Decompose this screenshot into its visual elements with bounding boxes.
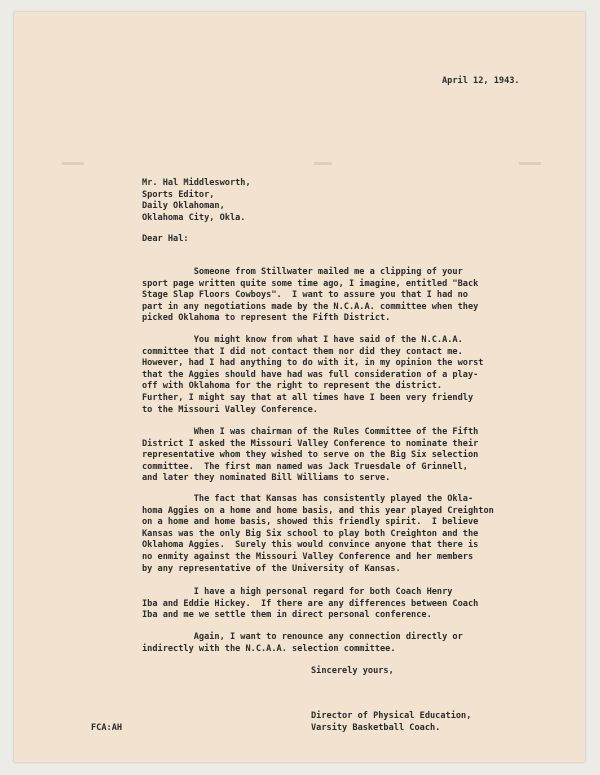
signature-title-line: Varsity Basketball Coach. xyxy=(311,722,441,733)
closing: Sincerely yours, xyxy=(311,666,394,676)
address-line: Sports Editor, xyxy=(142,189,215,200)
paragraph-line: When I was chairman of the Rules Committee of the Fifth xyxy=(142,427,479,437)
salutation: Dear Hal: xyxy=(142,234,189,244)
reference-initials: FCA:AH xyxy=(91,723,123,733)
paragraph-line: Stage Slap Floors Cowboys". I want to assure you that I had no xyxy=(142,290,468,301)
paragraph-line: The fact that Kansas has consistently played the Okla- xyxy=(142,494,474,504)
paragraph-line: part in any negotiations made by the N.C.A.A. committee when they xyxy=(142,301,479,312)
paragraph-line: Iba and Eddie Hickey. If there are any differences between Coach xyxy=(142,598,479,609)
letter-page xyxy=(14,12,585,762)
paragraph-line: picked Oklahoma to represent the Fifth District. xyxy=(142,313,391,324)
paragraph-line: to the Missouri Valley Conference. xyxy=(142,404,318,415)
paragraph-line: I have a high personal regard for both Coach Henry xyxy=(142,587,453,597)
address-line: Oklahoma City, Okla. xyxy=(142,212,246,223)
signature-title-line: Director of Physical Education, xyxy=(311,711,472,721)
paragraph-line: However, had I had anything to do with it, in my opinion the worst xyxy=(142,358,484,369)
letter-date: April 12, 1943. xyxy=(442,76,520,86)
smudge-mark xyxy=(519,162,541,165)
paragraph-line: sport page written quite some time ago, I imagine, entitled "Back xyxy=(142,278,479,289)
address-line: Daily Oklahoman, xyxy=(142,201,225,211)
paragraph-line: representative whom they wished to serve on the Big Six selection xyxy=(142,450,479,461)
paragraph-line: committee that I did not contact them nor did they contact me. xyxy=(142,346,463,357)
paragraph-line: and later they nominated Bill Williams to serve. xyxy=(142,473,391,484)
paragraph-line: Iba and me we settle them in direct personal conference. xyxy=(142,610,432,621)
paragraph-line: on a home and home basis, showed this friendly spirit. I believe xyxy=(142,517,479,528)
paragraph-line: Someone from Stillwater mailed me a clipping of your xyxy=(142,267,463,277)
paragraph-line: committee. The first man named was Jack Truesdale of Grinnell, xyxy=(142,461,468,472)
paragraph-line: indirectly with the N.C.A.A. selection committee. xyxy=(142,643,396,654)
paragraph-line: You might know from what I have said of the N.C.A.A. xyxy=(142,335,463,345)
smudge-mark xyxy=(314,162,332,165)
smudge-mark xyxy=(62,162,84,165)
address-line: Mr. Hal Middlesworth, xyxy=(142,178,251,188)
paragraph-line: off with Oklahoma for the right to represent the district. xyxy=(142,381,443,392)
paragraph-line: no enmity against the Missouri Valley Conference and her members xyxy=(142,552,474,562)
paragraph-line: by any representative of the University of Kansas. xyxy=(142,563,401,574)
paragraph-line: Further, I might say that at all times have I been very friendly xyxy=(142,393,474,403)
paragraph-line: Oklahoma Aggies. Surely this would convince anyone that there is xyxy=(142,540,479,551)
paragraph-line: that the Aggies should have had was full consideration of a play- xyxy=(142,369,479,380)
paragraph-line: Kansas was the only Big Six school to play both Creighton and the xyxy=(142,528,479,539)
paragraph-line: homa Aggies on a home and home basis, and this year played Creighton xyxy=(142,505,494,516)
paragraph-line: Again, I want to renounce any connection directly or xyxy=(142,632,463,642)
paragraph-line: District I asked the Missouri Valley Conference to nominate their xyxy=(142,438,479,449)
